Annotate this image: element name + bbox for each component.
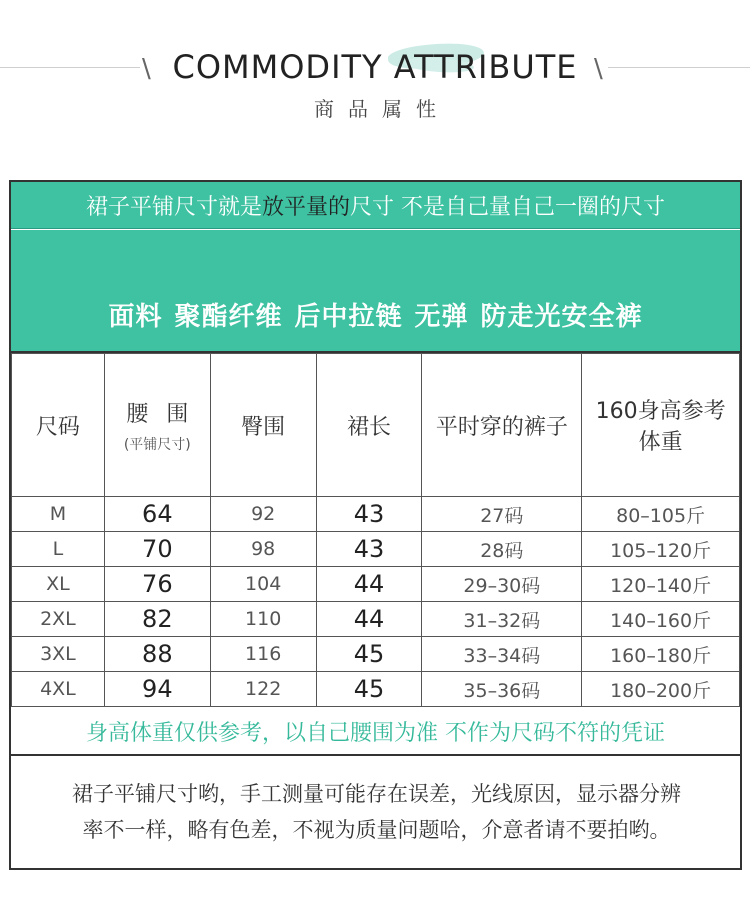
- cell-weight: 105–120斤: [582, 532, 740, 567]
- size-chart-card: [9, 180, 742, 870]
- header-pants: 平时穿的裤子: [422, 354, 582, 497]
- cell-waist: 88: [104, 637, 210, 672]
- table-row: [12, 637, 740, 672]
- cell-waist: 76: [104, 567, 210, 602]
- cell-length: 43: [316, 497, 422, 532]
- disclaimer-line1: 裙子平铺尺寸哟，手工测量可能存在误差，光线原因，显示器分辨: [72, 782, 681, 806]
- cell-length: 43: [316, 532, 422, 567]
- cell-hip: 98: [210, 532, 316, 567]
- cell-pants: 28码: [422, 532, 582, 567]
- cell-pants: 33–34码: [422, 637, 582, 672]
- cell-weight: 120–140斤: [582, 567, 740, 602]
- cell-waist: 70: [104, 532, 210, 567]
- header-slash-left: \: [142, 54, 151, 84]
- banner-text-dark: 放平量的: [262, 194, 351, 220]
- size-table: [11, 353, 740, 707]
- reference-notice: 身高体重仅供参考，以自己腰围为准 不作为尺码不符的凭证: [11, 708, 740, 756]
- feature-safety-shorts: 防走光安全裤: [480, 302, 643, 332]
- table-header-row: [12, 354, 740, 497]
- fabric-features-banner: [11, 230, 740, 353]
- header-reference-line2: 体重: [638, 430, 683, 455]
- english-title: COMMODITY ATTRIBUTE: [172, 48, 578, 86]
- header-waist-label: 腰围: [126, 401, 207, 427]
- cell-length: 44: [316, 602, 422, 637]
- cell-waist: 94: [104, 672, 210, 707]
- cell-size: 2XL: [12, 602, 105, 637]
- table-row: [12, 497, 740, 532]
- cell-size: XL: [12, 567, 105, 602]
- header-size: 尺码: [12, 354, 105, 497]
- table-row: [12, 672, 740, 707]
- header-reference-line1: 160身高参考: [595, 399, 726, 424]
- feature-material: 聚酯纤维: [174, 302, 283, 332]
- section-header: [0, 0, 750, 170]
- table-row: [12, 602, 740, 637]
- cell-pants: 27码: [422, 497, 582, 532]
- cell-hip: 92: [210, 497, 316, 532]
- banner-text-1: 裙子平铺尺寸就是: [85, 194, 262, 220]
- cell-length: 44: [316, 567, 422, 602]
- cell-hip: 104: [210, 567, 316, 602]
- cell-pants: 35–36码: [422, 672, 582, 707]
- table-row: [12, 532, 740, 567]
- cell-size: M: [12, 497, 105, 532]
- cell-size: 3XL: [12, 637, 105, 672]
- cell-pants: 29–30码: [422, 567, 582, 602]
- header-hip: 臀围: [210, 354, 316, 497]
- cell-length: 45: [316, 672, 422, 707]
- cell-waist: 64: [104, 497, 210, 532]
- cell-hip: 110: [210, 602, 316, 637]
- feature-zipper: 后中拉链: [294, 302, 403, 332]
- header-waist: [104, 354, 210, 497]
- cell-waist: 82: [104, 602, 210, 637]
- feature-stretch: 无弹: [414, 302, 469, 332]
- cell-weight: 160–180斤: [582, 637, 740, 672]
- feature-fabric-label: 面料: [108, 302, 163, 332]
- cell-hip: 116: [210, 637, 316, 672]
- chinese-title: 商品属性: [314, 97, 450, 121]
- cell-weight: 80–105斤: [582, 497, 740, 532]
- cell-size: 4XL: [12, 672, 105, 707]
- cell-weight: 180–200斤: [582, 672, 740, 707]
- cell-size: L: [12, 532, 105, 567]
- header-waist-note: (平铺尺寸): [123, 436, 191, 453]
- header-reference: [582, 354, 740, 497]
- measurement-disclaimer: [11, 756, 740, 868]
- cell-weight: 140–160斤: [582, 602, 740, 637]
- banner-text-2: 尺寸 不是自己量自己一圈的尺寸: [350, 194, 666, 220]
- header-slash-right: \: [594, 54, 603, 84]
- measurement-note-banner: [11, 182, 740, 229]
- table-row: [12, 567, 740, 602]
- header-length: 裙长: [316, 354, 422, 497]
- cell-pants: 31–32码: [422, 602, 582, 637]
- cell-hip: 122: [210, 672, 316, 707]
- cell-length: 45: [316, 637, 422, 672]
- disclaimer-line2: 率不一样，略有色差，不视为质量问题哈，介意者请不要拍哟。: [82, 818, 671, 842]
